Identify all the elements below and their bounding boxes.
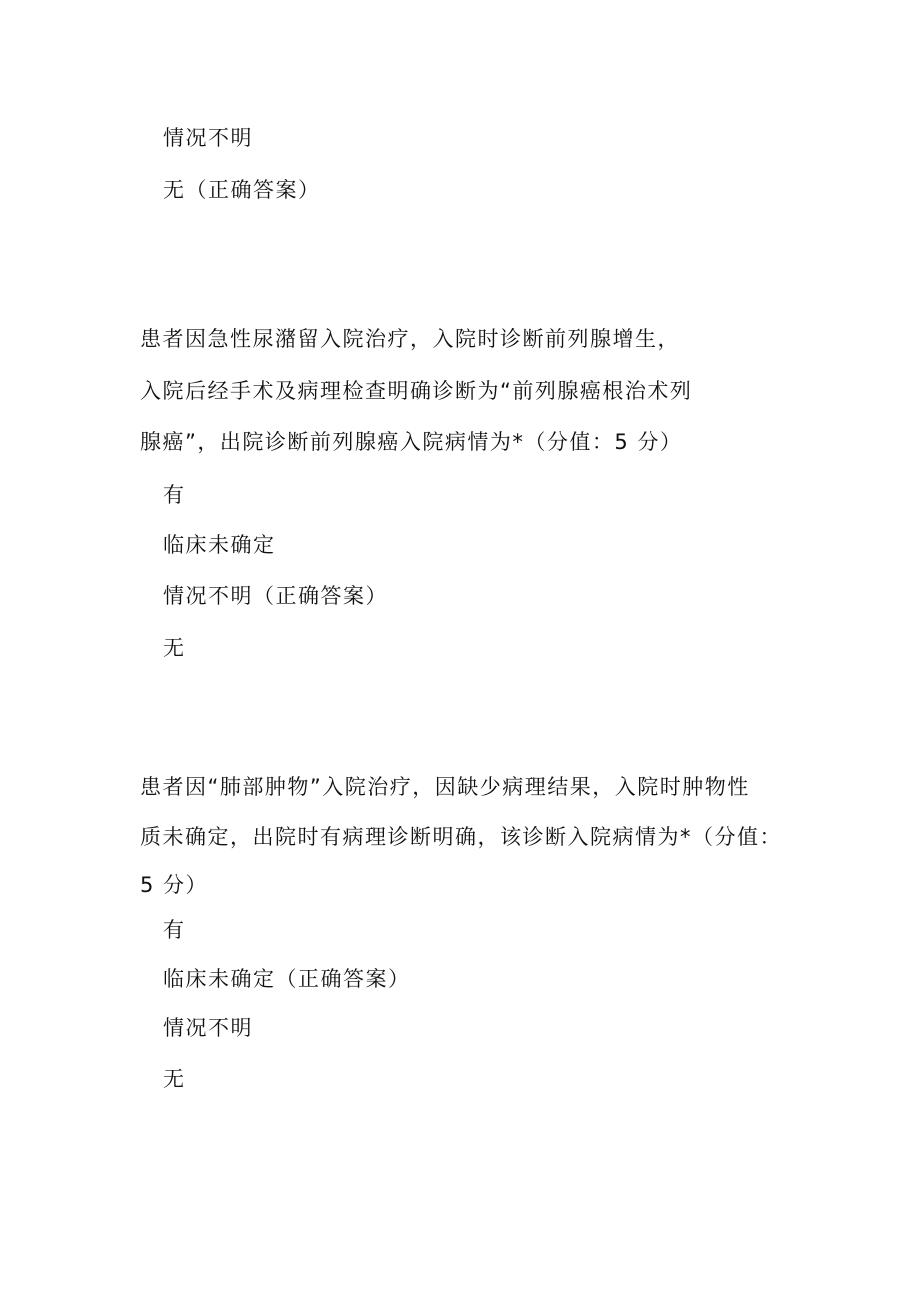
option-item: 无 [163,636,186,660]
option-item-correct: 情况不明（正确答案） [163,584,388,608]
question-text: 腺癌”，出院诊断前列腺癌入院病情为*（分值：5 分） [140,430,683,454]
option-item: 情况不明 [163,1016,253,1040]
option-item: 无 [163,1067,186,1091]
question-text: 患者因急性尿潴留入院治疗，入院时诊断前列腺增生， [140,327,680,351]
option-item: 有 [163,483,186,507]
question-text: 5 分） [140,873,209,897]
question-text: 入院后经手术及病理检查明确诊断为“前列腺癌根治术列 [140,379,693,403]
option-item: 情况不明 [163,126,253,150]
option-item-correct: 临床未确定（正确答案） [163,967,411,991]
option-item: 有 [163,918,186,942]
option-item-correct: 无（正确答案） [163,178,321,202]
question-text: 患者因“肺部肿物”入院治疗，因缺少病理结果，入院时肿物性 [140,775,750,799]
option-item: 临床未确定 [163,533,276,557]
question-text: 质未确定，出院时有病理诊断明确，该诊断入院病情为*（分值： [140,825,782,849]
